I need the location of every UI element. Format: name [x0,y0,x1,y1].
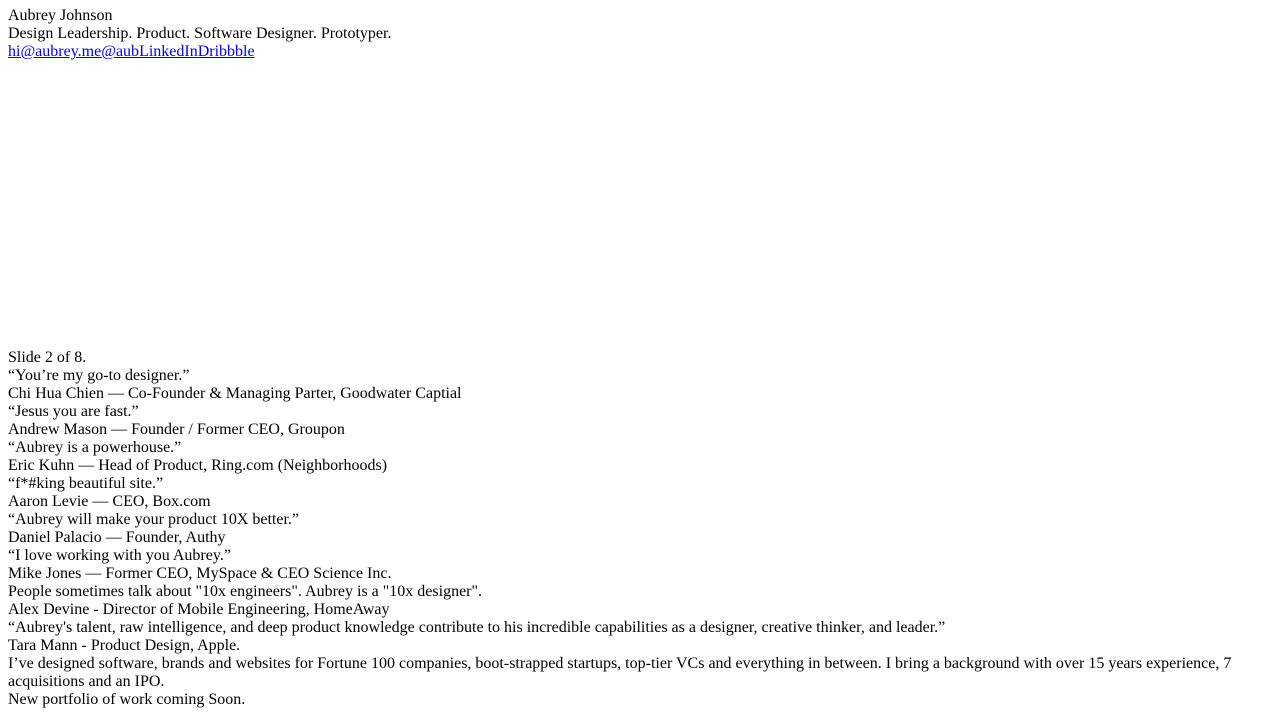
email-link[interactable]: hi@aubrey.me [8,43,102,60]
about-intro: I’ve designed software, brands and websites for Fortune 100 companies, boot-strapped startups, top-tier VCs and everything in between. I bring a background with over 15 years experience, 7 acquisitions and an IPO. [8,655,1232,690]
testimonial-quote: “f*#king beautiful site.” [8,475,164,492]
slide-status: Slide 2 of 8. [8,349,87,366]
twitter-link[interactable]: @aub [101,43,140,60]
site-header [8,7,1272,61]
testimonial [8,403,1272,439]
site-tagline: Design Leadership. Product. Software Designer. Prototyper. [8,25,392,42]
testimonial-author: Eric Kuhn — Head of Product, Ring.com (Neighborhoods) [8,457,388,474]
testimonial-quote: “Jesus you are fast.” [8,403,139,420]
testimonial-quote: “Aubrey is a powerhouse.” [8,439,182,456]
testimonial [8,511,1272,547]
testimonial [8,547,1272,583]
testimonial-author: Andrew Mason — Founder / Former CEO, Groupon [8,421,345,438]
coming-soon-note: New portfolio of work coming Soon. [8,691,246,708]
testimonial-author: Daniel Palacio — Founder, Authy [8,529,226,546]
testimonial [8,619,1272,655]
slider-area [8,61,1272,349]
testimonial-quote: “Aubrey's talent, raw intelligence, and deep product knowledge contribute to his incredible capabilities as a designer, creative thinker, and leader.” [8,619,946,636]
testimonial-quote: People sometimes talk about "10x engineers". Aubrey is a "10x designer". [8,583,483,600]
testimonial [8,439,1272,475]
about-section [8,655,1272,709]
testimonial-quote: “I love working with you Aubrey.” [8,547,231,564]
testimonial [8,583,1272,619]
testimonial-author: Mike Jones — Former CEO, MySpace & CEO Science Inc. [8,565,392,582]
linkedin-link[interactable]: LinkedIn [139,43,198,60]
testimonials-slider [8,349,1272,655]
contact-links [8,43,1272,61]
testimonial-author: Chi Hua Chien — Co-Founder & Managing Parter, Goodwater Captial [8,385,462,402]
testimonial [8,475,1272,511]
testimonial [8,367,1272,403]
testimonial-author: Tara Mann - Product Design, Apple. [8,637,241,654]
testimonial-author: Alex Devine - Director of Mobile Engineering, HomeAway [8,601,390,618]
dribbble-link[interactable]: Dribbble [197,43,255,60]
testimonial-quote: “Aubrey will make your product 10X better.” [8,511,300,528]
site-title: Aubrey Johnson [8,7,113,24]
testimonial-author: Aaron Levie — CEO, Box.com [8,493,211,510]
testimonial-quote: “You’re my go-to designer.” [8,367,190,384]
